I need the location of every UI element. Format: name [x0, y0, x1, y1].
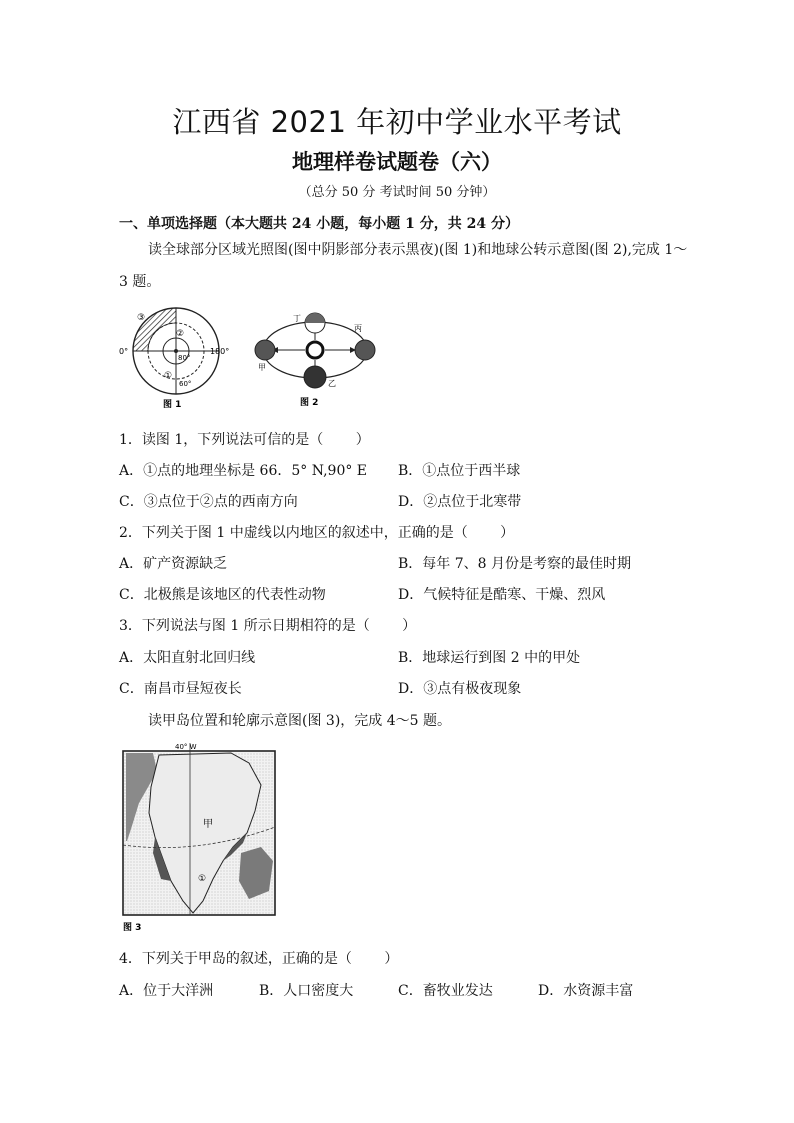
q2-option-b: B．每年 7、8 月份是考察的最佳时期: [398, 556, 632, 572]
fig1-label-180: 180°: [210, 347, 230, 356]
paper-subtitle: 地理样卷试题卷（六）: [292, 150, 502, 174]
figure-3-island-map: [121, 741, 279, 934]
q2-option-a: A．矿产资源缺乏: [119, 556, 228, 572]
q4-option-d: D．水资源丰富: [538, 983, 634, 999]
q2-option-c: C．北极熊是该地区的代表性动物: [119, 587, 326, 603]
q2-stem: 2．下列关于图 1 中虚线以内地区的叙述中，正确的是（ ）: [119, 525, 515, 541]
q1-stem: 1．读图 1，下列说法可信的是（ ）: [119, 432, 370, 448]
section-heading: 一、单项选择题（本大题共 24 小题，每小题 1 分，共 24 分）: [119, 216, 519, 232]
fig1-marker-3: ③: [137, 313, 146, 323]
fig3-longitude-label: 40° W: [175, 743, 197, 751]
q2-option-d: D．气候特征是酷寒、干燥、烈风: [398, 587, 606, 603]
fig1-caption: 图 1: [163, 400, 182, 410]
figure-2-orbit-diagram: [248, 306, 388, 412]
exam-title: 江西省 2021 年初中学业水平考试: [172, 105, 622, 139]
intro-1-line-2: 3 题。: [119, 274, 161, 290]
q4-option-c: C．畜牧业发达: [398, 983, 493, 999]
fig3-label-jia: 甲: [203, 819, 213, 830]
fig2-caption: 图 2: [300, 398, 319, 408]
fig1-label-60: 60°: [179, 380, 192, 388]
figure-1-polar-map: [118, 306, 236, 412]
q1-option-a: A．①点的地理坐标是 66．5° N,90° E: [119, 463, 368, 479]
fig3-caption: 图 3: [123, 923, 142, 933]
fig2-label-yi: 乙: [328, 379, 336, 388]
fig1-marker-1: ①: [164, 371, 173, 381]
fig1-label-0: 0°: [119, 347, 129, 356]
q3-option-c: C．南昌市昼短夜长: [119, 681, 242, 697]
q4-option-a: A．位于大洋洲: [119, 983, 214, 999]
intro-2-line-1: 读甲岛位置和轮廓示意图(图 3)，完成 4～5 题。: [148, 713, 451, 729]
q1-option-c: C．③点位于②点的西南方向: [119, 494, 298, 510]
exam-meta: （总分 50 分 考试时间 50 分钟）: [298, 185, 496, 200]
q1-option-d: D．②点位于北寒带: [398, 494, 522, 510]
q3-option-a: A．太阳直射北回归线: [119, 650, 256, 666]
fig3-marker-1: ①: [198, 874, 207, 884]
q3-option-b: B．地球运行到图 2 中的甲处: [398, 650, 581, 666]
q3-option-d: D．③点有极夜现象: [398, 681, 522, 697]
q4-stem: 4．下列关于甲岛的叙述，正确的是（ ）: [119, 951, 399, 967]
fig2-label-jia: 甲: [258, 363, 266, 372]
q1-option-b: B．①点位于西半球: [398, 463, 521, 479]
intro-1-line-1: 读全球部分区域光照图(图中阴影部分表示黑夜)(图 1)和地球公转示意图(图 2),完成 1～: [148, 242, 688, 258]
fig2-label-bing: 丙: [354, 324, 362, 333]
fig1-marker-2: ②: [176, 329, 185, 339]
q4-option-b: B．人口密度大: [259, 983, 354, 999]
fig1-label-80: 80°: [178, 354, 191, 362]
fig2-label-ding: 丁: [293, 314, 301, 323]
q3-stem: 3．下列说法与图 1 所示日期相符的是（ ）: [119, 618, 417, 634]
